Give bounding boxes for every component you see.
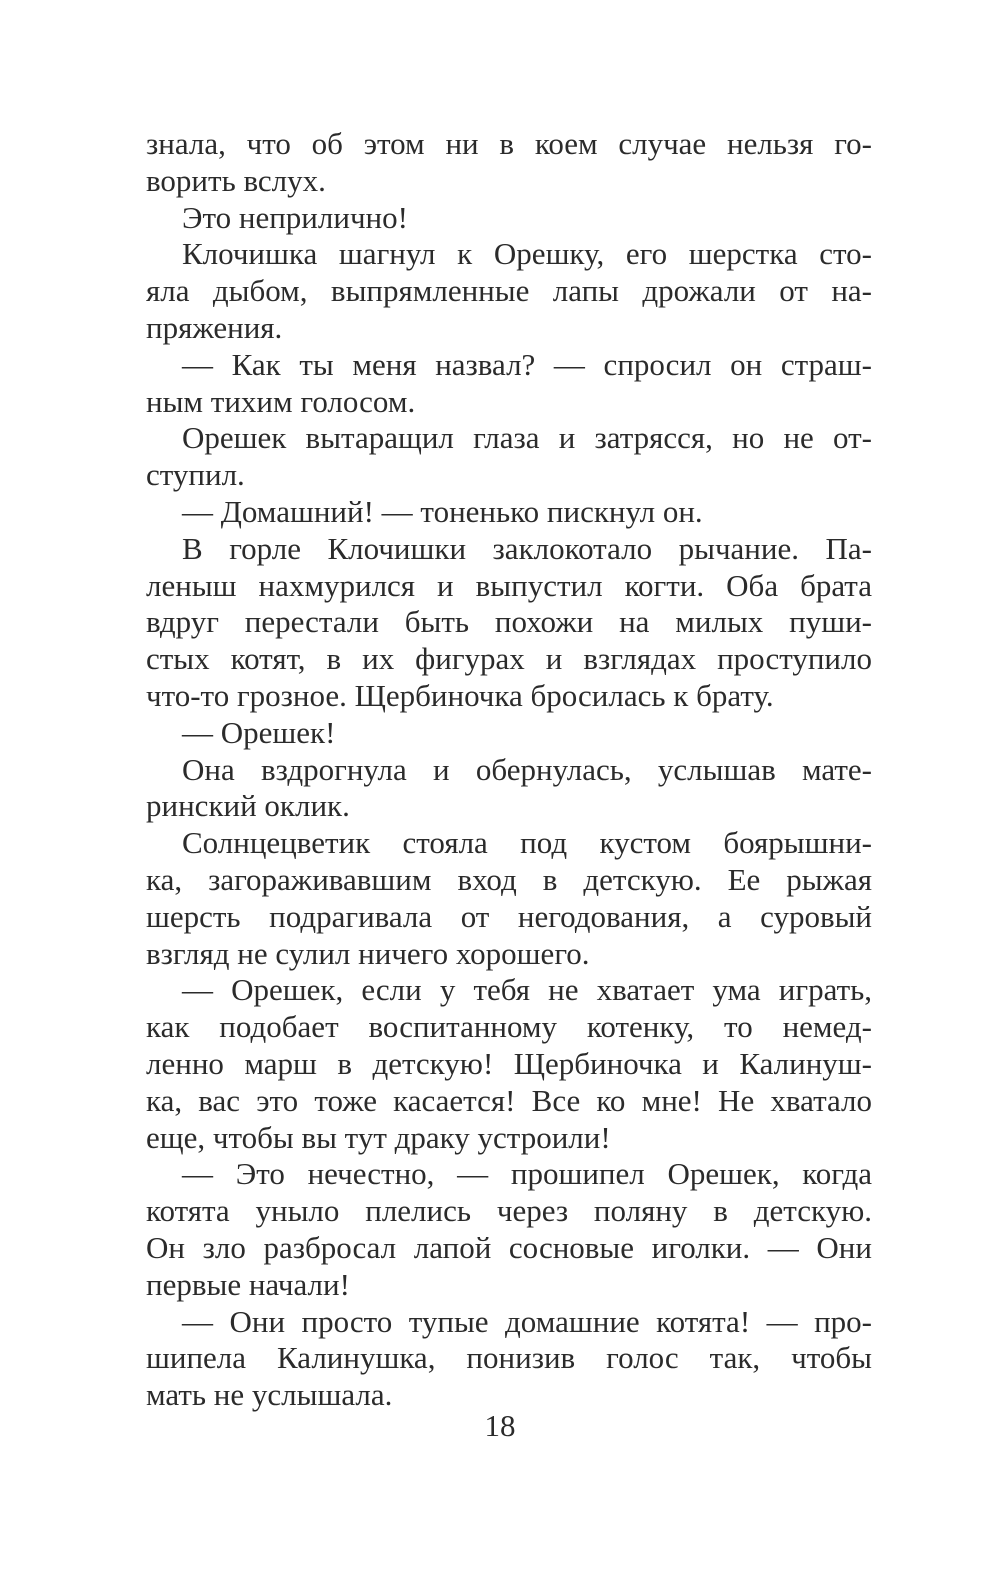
body-text (146, 126, 872, 1414)
text-line: В горле Клочишки заклокотало рычание. Па- (182, 530, 872, 566)
text-line: Солнцецветик стояла под кустом боярышни- (182, 825, 872, 861)
text-line: яла дыбом, выпрямленные лапы дрожали от на- (146, 273, 872, 309)
text-line: мать не услышала. (146, 1377, 393, 1413)
text-line: ступил. (146, 457, 245, 493)
text-line: ленно марш в детскую! Щербиночка и Калинуш- (146, 1045, 872, 1081)
text-line: — Это нечестно, — прошипел Орешек, когда (182, 1156, 872, 1192)
text-line: стых котят, в их фигурах и взглядах проступило (146, 641, 872, 677)
text-line: ворить вслух. (146, 162, 326, 198)
text-line: ка, вас это тоже касается! Все ко мне! Не хватало (146, 1082, 872, 1118)
text-line: Клочишка шагнул к Орешку, его шерстка сто- (182, 236, 872, 272)
page-number: 18 (484, 1408, 516, 1443)
text-line: Это неприлично! (182, 199, 408, 235)
text-line: как подобает воспитанному котенку, то немед- (146, 1009, 872, 1045)
text-line: знала, что об этом ни в коем случае нельзя го- (146, 126, 872, 161)
text-line: Орешек вытаращил глаза и затрясся, но не от- (182, 420, 872, 456)
text-line: Он зло разбросал лапой сосновые иголки. — Они (146, 1229, 872, 1265)
text-line: — Орешек, если у тебя не хватает ума играть, (182, 972, 872, 1008)
text-line: пряжения. (146, 309, 283, 345)
text-line: что-то грозное. Щербиночка бросилась к брату. (146, 677, 774, 713)
text-line: еще, чтобы вы тут драку устроили! (146, 1119, 611, 1155)
text-line: — Как ты меня назвал? — спросил он страш- (182, 346, 872, 382)
text-line: ка, загораживавшим вход в детскую. Ее рыжая (146, 861, 872, 897)
text-line: — Орешек! (182, 714, 336, 750)
text-line: вдруг перестали быть похожи на милых пуши- (146, 604, 872, 640)
text-line: ринский оклик. (146, 788, 350, 824)
text-line: леныш нахмурился и выпустил когти. Оба брата (146, 567, 872, 603)
text-line: ным тихим голосом. (146, 383, 416, 419)
text-line: шипела Калинушка, понизив голос так, чтобы (146, 1340, 872, 1376)
text-line: Она вздрогнула и обернулась, услышав мате- (182, 751, 872, 787)
text-line: котята уныло плелись через поляну в детскую. (146, 1193, 872, 1229)
text-line: — Домашний! — тоненько пискнул он. (182, 493, 703, 529)
text-line: — Они просто тупые домашние котята! — про- (182, 1303, 872, 1339)
text-line: первые начали! (146, 1266, 350, 1302)
text-line: взгляд не сулил ничего хорошего. (146, 935, 590, 971)
text-line: шерсть подрагивала от негодования, а суровый (146, 898, 872, 934)
